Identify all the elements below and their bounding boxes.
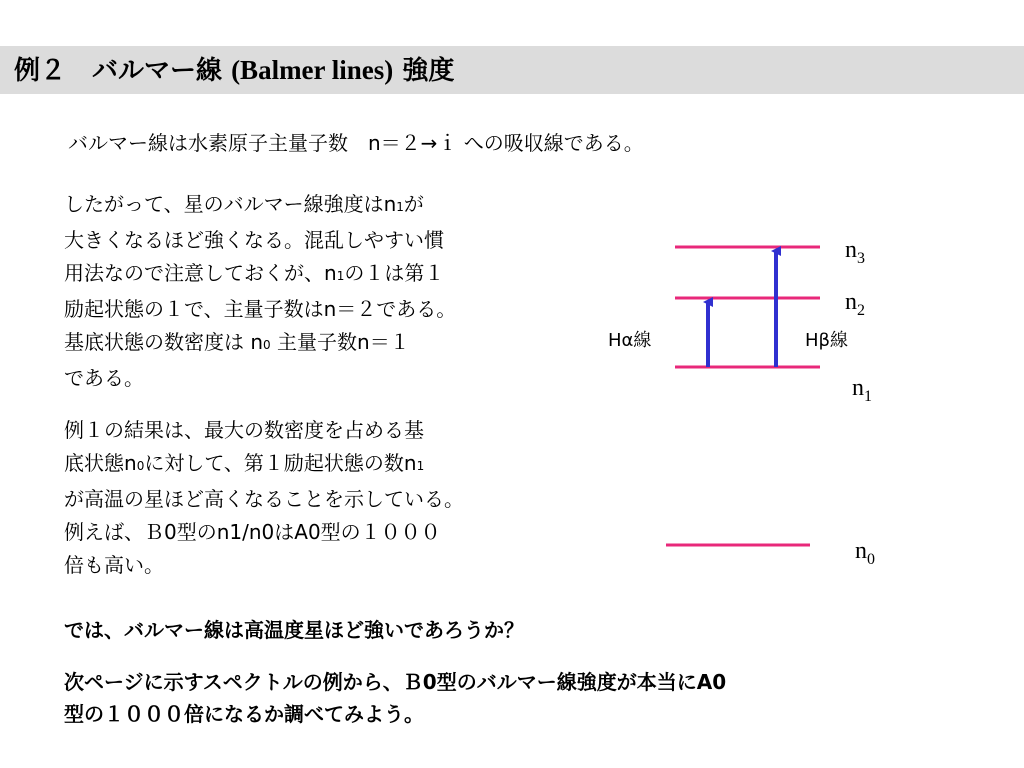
h-beta-label: Hβ線 (805, 330, 849, 351)
slide-title (14, 52, 454, 88)
para2-line-2: 底状態n0に対して、第１励起状態の数n1 (64, 451, 425, 475)
title-latin: (Balmer lines) (231, 55, 394, 85)
level-n1-label: $n_1$ (852, 375, 872, 405)
next-page-line-1: 次ページに示すスペクトルの例から、Ｂ0型のバルマー線強度が本当にA0 (64, 670, 727, 694)
para1-line-5: 基底状態の数密度は n0 主量子数n＝１ (64, 330, 410, 354)
level-n2-label: $n_2$ (845, 289, 865, 319)
para1-line-4: 励起状態の１で、主量子数はn＝２である。 (64, 297, 457, 321)
level-n3-label: $n_3$ (845, 237, 865, 267)
para1-line-3: 用法なので注意しておくが、n1の１は第１ (64, 261, 445, 285)
paragraph-example-result (64, 414, 584, 582)
next-page-line-2: 型の１０００倍になるか調べてみよう。 (64, 702, 424, 726)
title-suffix: 強度 (393, 56, 455, 86)
level-n0-label: $n_0$ (855, 538, 875, 568)
para2-line-3: が高温の星ほど高くなることを示している。 (64, 487, 464, 511)
para1-line-2: 大きくなるほど強くなる。混乱しやすい慣 (64, 228, 444, 252)
title-prefix: 例２ バルマー線 (14, 56, 232, 86)
para1-line-1: したがって、星のバルマー線強度はn1が (64, 192, 424, 216)
energy-level-diagram (600, 225, 900, 585)
paragraph-balmer-intensity (64, 188, 584, 395)
question-text: では、バルマー線は高温度星ほど強いであろうか？ (64, 618, 524, 642)
intro-text: バルマー線は水素原子主量子数 n＝２→ｉ への吸収線である。 (68, 131, 644, 155)
para1-line-6: である。 (64, 366, 144, 390)
para2-line-4: 例えば、Ｂ0型のn1/n0はA0型の１０００ (64, 520, 441, 544)
para2-line-1: 例１の結果は、最大の数密度を占める基 (64, 418, 424, 442)
para2-line-5: 倍も高い。 (64, 553, 164, 577)
h-alpha-label: Hα線 (608, 330, 652, 351)
